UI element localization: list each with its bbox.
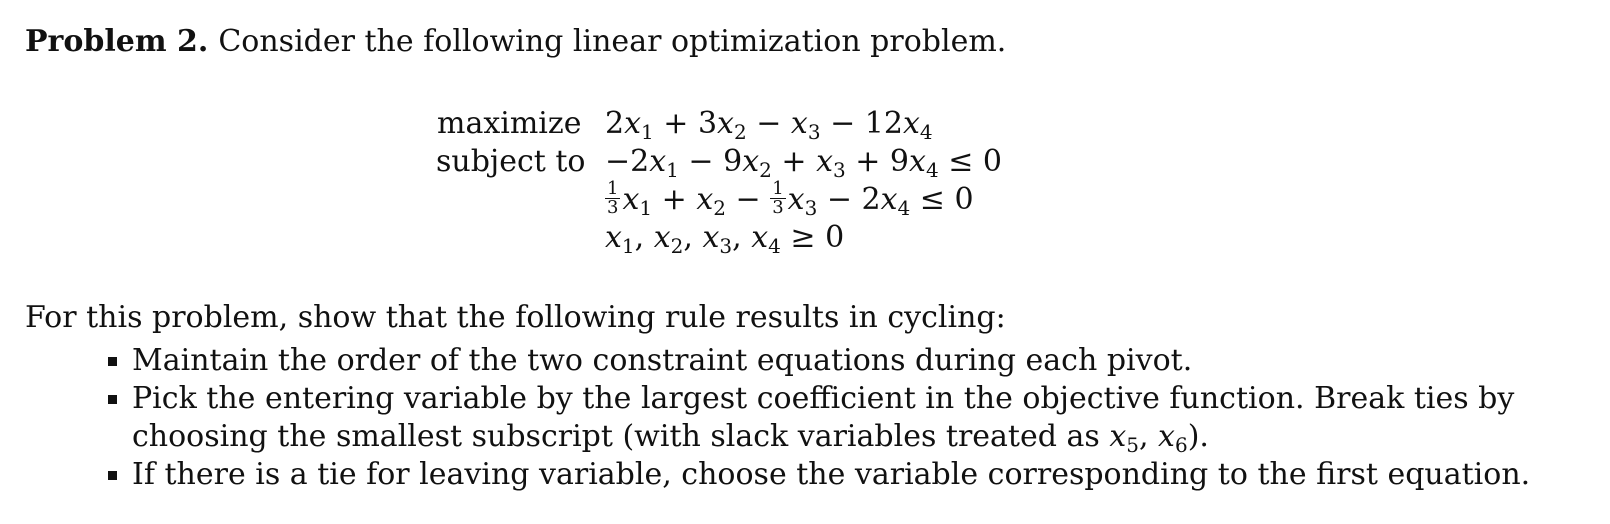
problem-intro: Consider the following linear optimization problem.: [218, 24, 1007, 59]
list-item-text: Pick the entering variable by the largest coefficient in the objective function. Break ties by: [132, 381, 1515, 416]
objective-expression: $2x_1 + 3x_2 - x_3 - 12x_4$: [605, 106, 933, 144]
problem-heading: [25, 22, 1006, 62]
nonnegativity-expression: $x_1$, $x_2$, $x_3$, $x_4 \ge 0$: [605, 220, 845, 258]
problem-label: Problem 2.: [25, 24, 209, 59]
fraction-one-third: $\frac{1}{3}$: [772, 177, 784, 218]
list-item-text: If there is a tie for leaving variable, choose the variable corresponding to the first equation.: [132, 457, 1531, 492]
subject-to-keyword: subject to: [436, 144, 586, 179]
fraction-one-third: $\frac{1}{3}$: [607, 177, 619, 218]
constraint-2-expression: $\frac{1}{3}$ $x_1 + x_2$ − $\frac{1}{3}$ $x_3 - 2x_4 \le 0$: [607, 177, 974, 220]
cycling-paragraph: For this problem, show that the following rule results in cycling:: [25, 300, 1006, 335]
constraint-1-expression: $-2x_1 - 9x_2 + x_3 + 9x_4 \le 0$: [605, 144, 1002, 182]
list-item-text-continued: choosing the smallest subscript (with slack variables treated as $x_5$, $x_6$).: [132, 419, 1209, 457]
maximize-keyword: maximize: [437, 106, 582, 141]
bullet-icon: [108, 357, 117, 366]
bullet-icon: [108, 471, 117, 480]
list-item-text: Maintain the order of the two constraint equations during each pivot.: [132, 343, 1193, 378]
bullet-icon: [108, 395, 117, 404]
continuation-text: choosing the smallest subscript (with slack variables treated as: [132, 419, 1110, 454]
